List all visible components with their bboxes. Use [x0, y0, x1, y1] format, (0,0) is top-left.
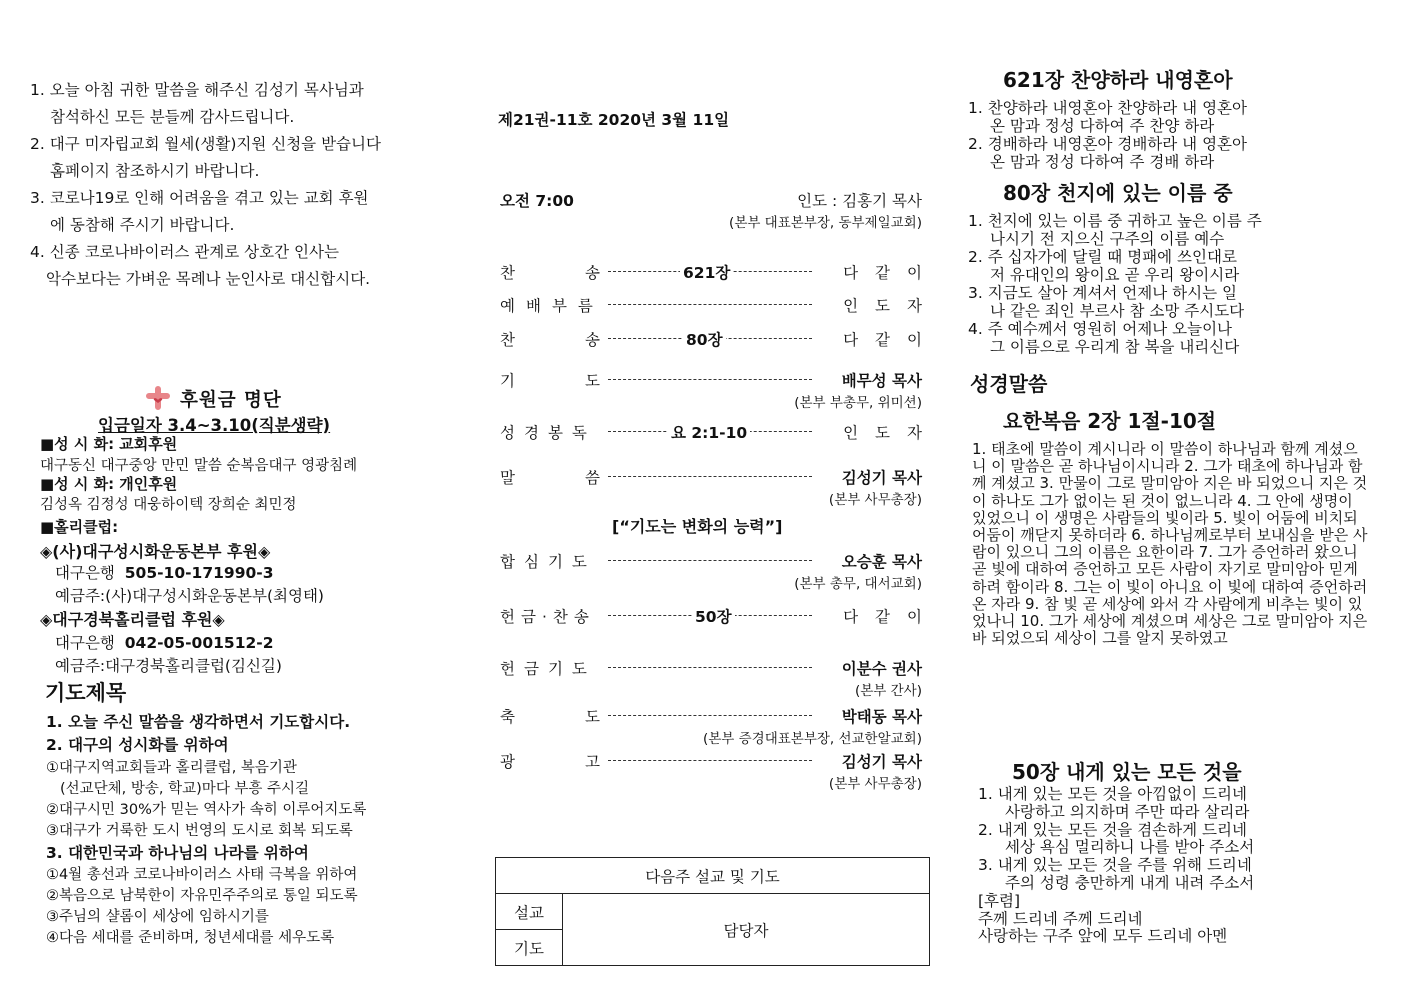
order-dash	[608, 379, 812, 380]
order-dash	[608, 560, 812, 561]
hymn-line: 2. 내게 있는 모든 것을 겸손하게 드리네	[978, 820, 1247, 839]
order-who: 인도자	[843, 297, 939, 315]
issue-info: 제21권-11호 2020년 3월 11일	[498, 111, 730, 129]
order-pastor: 김성기 목사	[841, 753, 922, 771]
hymn-line: 저 유대인의 왕이요 곧 우리 왕이시라	[990, 266, 1240, 284]
hymn-line: 4. 주 예수께서 영원히 어제나 오늘이나	[968, 320, 1233, 338]
hymn-line: 사랑하는 구주 앞에 모두 드리네 아멘	[978, 927, 1228, 946]
service-time: 오전 7:00	[500, 192, 574, 210]
bible-verses: 1. 태초에 말씀이 계시니라 이 말씀이 하나님과 함께 계셨으니 이 말씀은 곧 하나님이시니라 2. 그가 태초에 하나님과 함께 계셨고 3. 만물이 그로 말미암아 지은 바 되었으니 지은 것이 하나도 그가 없이는 된 것이 없느니라 4. 그 안에 생명이 있었으니 이 생명은 사람들의 빛이라 5. 빛이 어둠에 비치되 어둠이 깨닫지 못하더라 6. 하나님께로부터 보내심을 받은 사람이 있으니 그의 이름은 요한이라 7. 그가 증언하러 왔으니 곧 빛에 대하여 증언하고 모든 사람이 자기로 말미암아 믿게 하려 함이라 8. 그는 이 빛이 아니요 이 빛에 대하여 증언하러 온 자라 9. 참 빛 곧 세상에 와서 각 사람에게 비추는 빛이 있었나니 10. 그가 세상에 계셨으며 세상은 그로 말미암아 지은 바 되었으되 세상이 그를 알지 못하였고	[972, 440, 1368, 648]
order-who: 다같이	[843, 608, 939, 626]
order-name: 말씀	[500, 469, 670, 487]
hymn80-lines	[968, 212, 1262, 356]
hymn-line: 1. 천지에 있는 이름 중 귀하고 높은 이름 주	[968, 212, 1262, 230]
hymn-line: 온 맘과 정성 다하여 주 찬양 하라	[990, 117, 1215, 135]
hymn-line: 나 같은 죄인 부르사 참 소망 주시도다	[990, 302, 1245, 320]
account1-holder: 예금주:(사)대구성시화운동본부(최영태)	[55, 587, 324, 605]
prayer-heading: 기도제목	[45, 681, 127, 705]
hymn-line: 3. 내게 있는 모든 것을 주를 위해 드리네	[978, 856, 1252, 875]
announcement-line: 참석하신 모든 분들께 감사드립니다.	[50, 108, 295, 126]
hymn-line: 1. 찬양하라 내영혼아 찬양하라 내 영혼아	[968, 99, 1247, 117]
hymn-line: 주께 드리네 주께 드리네	[978, 909, 1143, 928]
announcement-line: 홈페이지 참조하시기 바랍니다.	[50, 162, 260, 180]
hymn-line: 2. 경배하라 내영혼아 경배하라 내 영혼아	[968, 135, 1247, 153]
bible-passage: 요한복음 2장 1절-10절	[1003, 409, 1217, 433]
hymn621-lines	[968, 99, 1247, 171]
account-number: 505-10-171990-3	[124, 564, 274, 582]
bible-heading: 성경말씀	[970, 372, 1048, 396]
order-row	[500, 421, 939, 443]
order-row	[500, 750, 922, 772]
holy-club-label: ■홀리클럽:	[40, 518, 119, 536]
order-row	[500, 294, 939, 316]
announcement-line: 4. 신종 코로나바이러스 관계로 상호간 인사는	[30, 243, 339, 261]
personal-sponsor-names: 김성옥 김정성 대웅하이텍 장희순 최민정	[40, 497, 297, 513]
deposit-date: 입금일자 3.4~3.10(직분생략)	[98, 416, 331, 435]
order-sub: (본부 사무총장)	[828, 776, 922, 792]
hymn-line: 세상 욕심 멀리하니 나를 받아 주소서	[1005, 838, 1255, 857]
prayer-item: ④다음 세대를 준비하며, 청년세대를 세우도록	[46, 930, 335, 946]
announcements	[30, 77, 450, 293]
church-sponsor-label: ■성 시 화: 교회후원	[40, 435, 178, 453]
prayer-item: 3. 대한민국과 하나님의 나라를 위하여	[46, 844, 309, 862]
hymn-line: 3. 지금도 살아 계셔서 언제나 하시는 일	[968, 284, 1237, 302]
order-who: 다같이	[843, 331, 939, 349]
next-week-title: 다음주 설교 및 기도	[496, 858, 930, 894]
order-sub: (본부 총무, 대서교회)	[794, 576, 922, 592]
heart-cross-icon	[143, 386, 173, 410]
prayer-item: (선교단체, 방송, 학교)마다 부흥 주시길	[60, 781, 310, 797]
bank-name: 대구은행	[55, 564, 115, 582]
order-sub: (본부 간사)	[855, 683, 922, 699]
personal-sponsor-label: ■성 시 화: 개인후원	[40, 475, 178, 493]
hymn621-title: 621장 찬양하라 내영혼아	[1003, 68, 1233, 92]
order-name: 찬송	[500, 331, 670, 349]
order-mid: 요 2:1-10	[668, 421, 750, 443]
hymn50-lines	[978, 786, 1254, 946]
leader-sub: (본부 대표본부장, 동부제일교회)	[729, 215, 922, 231]
order-name: 기도	[500, 372, 670, 390]
sponsor-title: 후원금 명단	[180, 390, 282, 411]
order-mid: 80장	[683, 328, 726, 350]
account-number: 042-05-001512-2	[124, 634, 274, 652]
announcement-line: 2. 대구 미자립교회 월세(생활)지원 신청을 받습니다	[30, 135, 381, 153]
account2-holder: 예금주:대구경북홀리클럽(김신길)	[55, 657, 282, 675]
hymn-line: 나시기 전 지으신 구주의 이름 예수	[990, 230, 1225, 248]
announcement-1	[30, 77, 450, 131]
hymn80-title: 80장 천지에 있는 이름 중	[1003, 181, 1233, 205]
hymn-line: 2. 주 십자가에 달릴 때 명패에 쓰인대로	[968, 248, 1237, 266]
order-row	[500, 705, 922, 727]
order-row	[500, 466, 922, 488]
order-dash	[608, 760, 812, 761]
order-dash	[608, 476, 812, 477]
order-name: 성경봉독	[500, 424, 596, 442]
prayer-item: ②대구시민 30%가 믿는 역사가 속히 이루어지도록	[46, 802, 367, 818]
order-mid: 50장	[692, 605, 735, 627]
sermon-label: 설교	[496, 894, 563, 930]
prayer-item: ①4월 총선과 코로나바이러스 사태 극복을 위하여	[46, 867, 358, 883]
order-name: 축도	[500, 708, 670, 726]
announcement-line: 에 동참해 주시기 바랍니다.	[50, 216, 235, 234]
hymn-line: 1. 내게 있는 모든 것을 아낌없이 드리네	[978, 785, 1247, 803]
announcement-2	[30, 131, 450, 185]
person-in-charge: 담당자	[563, 894, 930, 966]
order-pastor: 박태동 목사	[841, 708, 922, 726]
announcement-4	[30, 239, 450, 293]
hymn-line: [후렴]	[978, 891, 1021, 910]
prayer-item: ①대구지역교회들과 홀리클럽, 복음기관	[46, 760, 297, 776]
hymn-line: 온 맘과 정성 다하여 주 경배 하라	[990, 153, 1215, 171]
prayer-item: ②복음으로 남북한이 자유민주주의로 통일 되도록	[46, 888, 358, 904]
order-row	[500, 605, 939, 627]
order-sub: (본부 부총무, 위미션)	[794, 395, 922, 411]
order-mid: 621장	[680, 261, 733, 283]
order-name: 광고	[500, 753, 670, 771]
prayer-item: 1. 오늘 주신 말씀을 생각하면서 기도합시다.	[46, 713, 351, 731]
order-row	[500, 328, 939, 350]
order-row	[500, 550, 922, 572]
service-leader	[797, 189, 922, 211]
order-name: 헌금기도	[500, 660, 596, 678]
order-name: 예배부름	[500, 297, 604, 315]
announcement-3	[30, 185, 450, 239]
church-sponsor-names: 대구동신 대구중앙 만민 말씀 순복음대구 영광침례	[40, 458, 358, 474]
order-pastor: 이분수 권사	[841, 660, 922, 678]
next-week-table	[495, 857, 930, 966]
order-dash	[608, 715, 812, 716]
order-pastor: 오승훈 목사	[841, 553, 922, 571]
order-row	[500, 261, 939, 283]
order-sub: (본부 증경대표본부장, 선교한알교회)	[702, 731, 922, 747]
hymn-line: 그 이름으로 우리게 참 복을 내리신다	[990, 338, 1240, 356]
order-name: 합심기도	[500, 553, 596, 571]
order-dash	[608, 304, 812, 305]
order-who: 인도자	[843, 424, 939, 442]
order-dash	[608, 667, 812, 668]
announcement-line: 1. 오늘 아침 귀한 말씀을 해주신 김성기 목사님과	[30, 81, 364, 99]
leader-name: 인도 : 김홍기 목사	[797, 192, 922, 210]
hymn-line: 사랑하고 의지하며 주만 따라 살리라	[1005, 802, 1250, 821]
hymn50-title: 50장 내게 있는 모든 것을	[1012, 760, 1242, 784]
account2-title: ◈대구경북홀리클럽 후원◈	[40, 610, 225, 629]
announcement-line: 3. 코로나19로 인해 어려움을 겪고 있는 교회 후원	[30, 189, 369, 207]
service-theme: [“기도는 변화의 능력”]	[612, 517, 783, 536]
prayer-item: ③대구가 거룩한 도시 번영의 도시로 회복 되도록	[46, 823, 353, 839]
order-name: 찬송	[500, 264, 670, 282]
order-pastor: 배무성 목사	[841, 372, 922, 390]
prayer-label: 기도	[496, 930, 563, 966]
order-pastor: 김성기 목사	[841, 469, 922, 487]
order-row	[500, 657, 922, 679]
account1-bank	[55, 561, 273, 583]
order-name: 헌금·찬송	[500, 608, 595, 626]
hymn-line: 주의 성령 충만하게 내게 내려 주소서	[1005, 873, 1255, 892]
announcement-line: 악수보다는 가벼운 목례나 눈인사로 대신합시다.	[46, 270, 371, 288]
prayer-item: ③주님의 샬롬이 세상에 임하시기를	[46, 909, 269, 925]
account2-bank	[55, 631, 273, 653]
order-row	[500, 369, 922, 391]
account1-title: ◈(사)대구성시화운동본부 후원◈	[40, 542, 271, 561]
bank-name: 대구은행	[55, 634, 115, 652]
order-sub: (본부 사무총장)	[828, 492, 922, 508]
order-who: 다같이	[843, 264, 939, 282]
prayer-item: 2. 대구의 성시화를 위하여	[46, 736, 229, 754]
